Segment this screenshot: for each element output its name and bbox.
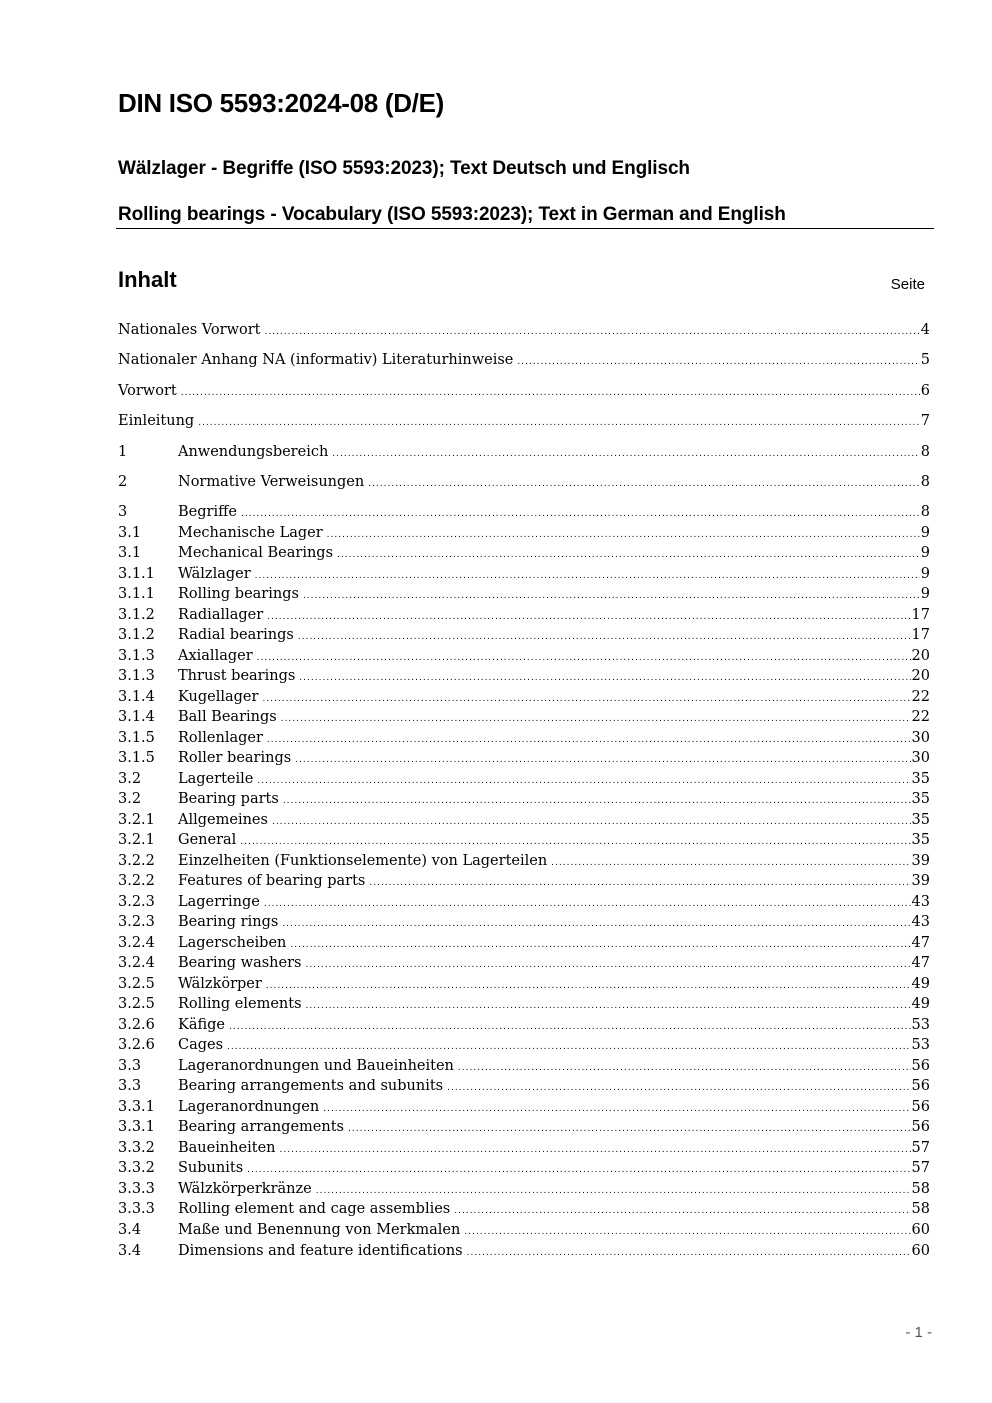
toc-dot-leader [227,1042,911,1052]
toc-entry[interactable] [118,750,930,770]
toc-entry-page: 43 [911,894,930,910]
toc-dot-leader [282,919,910,929]
toc-entry-title: Radiallager [178,607,264,623]
toc-entry-number: 3.2.5 [118,976,155,992]
toc-entry-number: 3.3.2 [118,1160,155,1176]
toc-entry-number: 3.2.1 [118,832,155,848]
toc-entry-number: 3.2.3 [118,914,155,930]
toc-entry-title: Kugellager [178,689,259,705]
toc-dot-leader [369,878,910,888]
toc-entry-page: 43 [911,914,930,930]
toc-entry-page: 56 [911,1119,930,1135]
toc-entry-number: 3.2.3 [118,894,155,910]
toc-entry-page: 56 [911,1058,930,1074]
toc-entry-title: Lageranordnungen [178,1099,320,1115]
toc-entry[interactable] [118,689,930,709]
toc-entry[interactable] [118,1160,930,1180]
toc-entry-number: 3.2.5 [118,996,155,1012]
toc-entry-title: Dimensions and feature identifications [178,1243,463,1259]
toc-entry[interactable] [118,1078,930,1098]
toc-dot-leader [517,357,919,367]
toc-dot-leader [303,591,920,601]
toc-entry[interactable] [118,771,930,791]
toc-entry-page: 35 [911,771,930,787]
toc-entry-title: Radial bearings [178,627,294,643]
toc-entry-page: 60 [911,1222,930,1238]
toc-entry-title: Wälzkörperkränze [178,1181,312,1197]
toc-entry-title: Rolling element and cage assemblies [178,1201,451,1217]
toc-entry-title: Begriffe [178,504,237,520]
toc-entry-page: 47 [911,955,930,971]
toc-entry-title: Rollenlager [178,730,263,746]
toc-dot-leader [229,1022,911,1032]
toc-entry-number: 3.3 [118,1058,142,1074]
toc-entry-number: 3 [118,504,128,520]
toc-entry-page: 30 [911,730,930,746]
toc-entry-page: 8 [920,504,930,520]
toc-entry-page: 22 [911,689,930,705]
toc-entry-title: Wälzkörper [178,976,262,992]
toc-entry-page: 9 [920,545,930,561]
toc-dot-leader [295,755,910,765]
toc-entry-title: Anwendungsbereich [178,444,329,460]
toc-entry-title: Roller bearings [178,750,292,766]
toc-entry-page: 57 [911,1140,930,1156]
toc-dot-leader [551,858,910,868]
toc-dot-leader [198,418,920,428]
toc-entry[interactable] [118,525,930,545]
toc-entry[interactable] [118,668,930,688]
toc-entry-number: 3.1 [118,525,142,541]
toc-entry[interactable] [118,648,930,668]
toc-entry[interactable] [118,1140,930,1160]
toc-entry-number: 3.1.3 [118,648,155,664]
toc-entry-number: 3.1.5 [118,750,155,766]
toc-entry[interactable] [118,1181,930,1201]
toc-entry-number: 3.2.4 [118,955,155,971]
toc-entry-page: 8 [920,474,930,490]
toc-entry-page: 4 [920,322,930,338]
toc-entry-number: 2 [118,474,128,490]
toc-entry-number: 3.1.4 [118,709,155,725]
toc-entry[interactable] [118,709,930,729]
toc-entry[interactable] [118,1119,930,1139]
toc-entry[interactable] [118,914,930,934]
toc-entry-number: 3.1.5 [118,730,155,746]
toc-entry-page: 30 [911,750,930,766]
toc-dot-leader [323,1104,910,1114]
title-divider [116,228,934,229]
toc-dot-leader [464,1227,910,1237]
toc-dot-leader [454,1206,910,1216]
toc-entry-page: 56 [911,1078,930,1094]
toc-entry-number: 3.1.3 [118,668,155,684]
toc-entry-number: 3.1.1 [118,586,155,602]
toc-entry-number: 3.2.1 [118,812,155,828]
toc-entry-number: 3.1.2 [118,627,155,643]
toc-dot-leader [290,940,910,950]
toc-dot-leader [467,1248,911,1258]
toc-entry-page: 17 [911,607,930,623]
toc-entry-title: Features of bearing parts [178,873,366,889]
toc-entry[interactable] [118,1201,930,1221]
subtitle-english: Rolling bearings - Vocabulary (ISO 5593:2023); Text in German and English [118,204,786,225]
toc-entry[interactable] [118,322,930,342]
toc-entry-page: 17 [911,627,930,643]
toc-dot-leader [264,327,919,337]
toc-entry[interactable] [118,1222,930,1242]
toc-entry-title: Lageranordnungen und Baueinheiten [178,1058,454,1074]
toc-entry-title: Cages [178,1037,224,1053]
toc-entry-page: 9 [920,566,930,582]
toc-entry[interactable] [118,791,930,811]
toc-entry-page: 22 [911,709,930,725]
toc-dot-leader [241,509,920,519]
toc-entry[interactable] [118,832,930,852]
toc-entry-title: Mechanical Bearings [178,545,334,561]
toc-entry-title: Nationales Vorwort [118,322,261,338]
toc-dot-leader [262,694,910,704]
toc-dot-leader [348,1124,911,1134]
toc-dot-leader [299,673,910,683]
toc-entry-page: 35 [911,812,930,828]
toc-entry-title: Mechanische Lager [178,525,323,541]
document-title: DIN ISO 5593:2024-08 (D/E) [118,88,445,118]
toc-entry-page: 9 [920,586,930,602]
toc-entry-number: 3.3 [118,1078,142,1094]
toc-dot-leader [458,1063,911,1073]
toc-entry-page: 49 [911,996,930,1012]
toc-entry-title: Baueinheiten [178,1140,276,1156]
toc-entry-title: Bearing arrangements [178,1119,344,1135]
toc-entry-title: Thrust bearings [178,668,296,684]
toc-entry-title: Einleitung [118,413,195,429]
toc-entry[interactable] [118,873,930,893]
toc-entry-page: 56 [911,1099,930,1115]
toc-dot-leader [332,449,919,459]
toc-entry-number: 3.1.2 [118,607,155,623]
toc-entry[interactable] [118,1099,930,1119]
toc-entry[interactable] [118,976,930,996]
toc-entry-number: 3.1.1 [118,566,155,582]
toc-dot-leader [181,388,920,398]
toc-entry-title: Nationaler Anhang NA (informativ) Literaturhinweise [118,352,514,368]
toc-entry-title: Bearing arrangements and subunits [178,1078,444,1094]
toc-entry-title: General [178,832,237,848]
toc-entry-page: 20 [911,668,930,684]
toc-dot-leader [327,530,920,540]
toc-entry-page: 20 [911,648,930,664]
toc-entry-page: 5 [920,352,930,368]
toc-dot-leader [337,550,920,560]
toc-entry-number: 3.1 [118,545,142,561]
footer-page-number: - 1 - [905,1324,932,1341]
toc-entry[interactable] [118,586,930,606]
toc-dot-leader [368,479,920,489]
toc-dot-leader [267,735,911,745]
toc-entry-number: 3.2.4 [118,935,155,951]
toc-entry-number: 3.2.6 [118,1037,155,1053]
subtitle-german: Wälzlager - Begriffe (ISO 5593:2023); Text Deutsch und Englisch [118,158,690,179]
toc-entry[interactable] [118,383,930,403]
toc-entry[interactable] [118,894,930,914]
toc-entry-title: Rolling bearings [178,586,299,602]
toc-dot-leader [298,632,911,642]
toc-dot-leader [305,960,910,970]
toc-entry-page: 35 [911,832,930,848]
toc-entry-title: Normative Verweisungen [178,474,365,490]
toc-entry-title: Käfige [178,1017,226,1033]
toc-entry[interactable] [118,545,930,565]
toc-entry-number: 3.2.6 [118,1017,155,1033]
toc-entry[interactable] [118,1037,930,1057]
toc-entry-page: 35 [911,791,930,807]
toc-entry[interactable] [118,812,930,832]
toc-dot-leader [257,653,911,663]
toc-dot-leader [257,776,910,786]
toc-dot-leader [266,981,911,991]
toc-entry[interactable] [118,607,930,627]
toc-entry[interactable] [118,1243,930,1263]
toc-entry-number: 3.3.2 [118,1140,155,1156]
toc-entry-number: 3.2 [118,771,142,787]
toc-entry-title: Ball Bearings [178,709,277,725]
toc-dot-leader [240,837,910,847]
toc-entry-page: 47 [911,935,930,951]
toc-page-column-label: Seite [890,276,925,293]
toc-entry-title: Bearing parts [178,791,279,807]
toc-dot-leader [255,571,920,581]
toc-entry-title: Lagerringe [178,894,260,910]
toc-entry-page: 53 [911,1017,930,1033]
toc-entry-title: Bearing washers [178,955,302,971]
toc-entry-title: Lagerscheiben [178,935,287,951]
toc-entry-page: 58 [911,1201,930,1217]
toc-entry-number: 3.3.3 [118,1201,155,1217]
toc-entry-title: Lagerteile [178,771,254,787]
toc-entry[interactable] [118,996,930,1016]
toc-entry-page: 57 [911,1160,930,1176]
toc-entry[interactable] [118,730,930,750]
toc-dot-leader [316,1186,911,1196]
toc-dot-leader [264,899,911,909]
toc-dot-leader [447,1083,910,1093]
toc-entry-number: 3.3.3 [118,1181,155,1197]
toc-entry-title: Allgemeines [178,812,268,828]
toc-entry-page: 9 [920,525,930,541]
toc-entry-page: 39 [911,873,930,889]
toc-entry-page: 39 [911,853,930,869]
toc-dot-leader [247,1165,910,1175]
toc-entry[interactable] [118,935,930,955]
toc-entry[interactable] [118,474,930,494]
toc-entry-number: 3.2 [118,791,142,807]
toc-entry[interactable] [118,504,930,524]
toc-entry[interactable] [118,1058,930,1078]
toc-entry-number: 3.3.1 [118,1119,155,1135]
toc-entry[interactable] [118,1017,930,1037]
toc-dot-leader [267,612,910,622]
toc-entry-title: Vorwort [118,383,177,399]
toc-dot-leader [283,796,911,806]
toc-entry-page: 6 [920,383,930,399]
toc-entry-page: 60 [911,1243,930,1259]
toc-entry-title: Axiallager [178,648,253,664]
toc-entry-number: 3.2.2 [118,873,155,889]
toc-entry-page: 7 [920,413,930,429]
toc-entry-page: 58 [911,1181,930,1197]
toc-dot-leader [280,1145,911,1155]
toc-entry-number: 1 [118,444,128,460]
toc-entry-page: 49 [911,976,930,992]
toc-heading: Inhalt [118,267,177,292]
toc-entry[interactable] [118,955,930,975]
toc-entry-title: Rolling elements [178,996,302,1012]
toc-entry-page: 53 [911,1037,930,1053]
toc-dot-leader [272,817,911,827]
toc-entry[interactable] [118,444,930,464]
toc-dot-leader [281,714,911,724]
toc-entry-title: Wälzlager [178,566,251,582]
toc-entry-title: Einzelheiten (Funktionselemente) von Lagerteilen [178,853,548,869]
toc-entry[interactable] [118,413,930,433]
toc-entry-number: 3.4 [118,1243,142,1259]
toc-entry[interactable] [118,352,930,372]
toc-entry-number: 3.3.1 [118,1099,155,1115]
toc-entry-number: 3.4 [118,1222,142,1238]
toc-entry[interactable] [118,566,930,586]
toc-entry-number: 3.2.2 [118,853,155,869]
toc-dot-leader [306,1001,911,1011]
toc-entry[interactable] [118,853,930,873]
toc-entry-title: Subunits [178,1160,244,1176]
toc-entry[interactable] [118,627,930,647]
toc-entry-number: 3.1.4 [118,689,155,705]
toc-entry-title: Bearing rings [178,914,279,930]
toc-entry-title: Maße und Benennung von Merkmalen [178,1222,461,1238]
toc-entry-page: 8 [920,444,930,460]
